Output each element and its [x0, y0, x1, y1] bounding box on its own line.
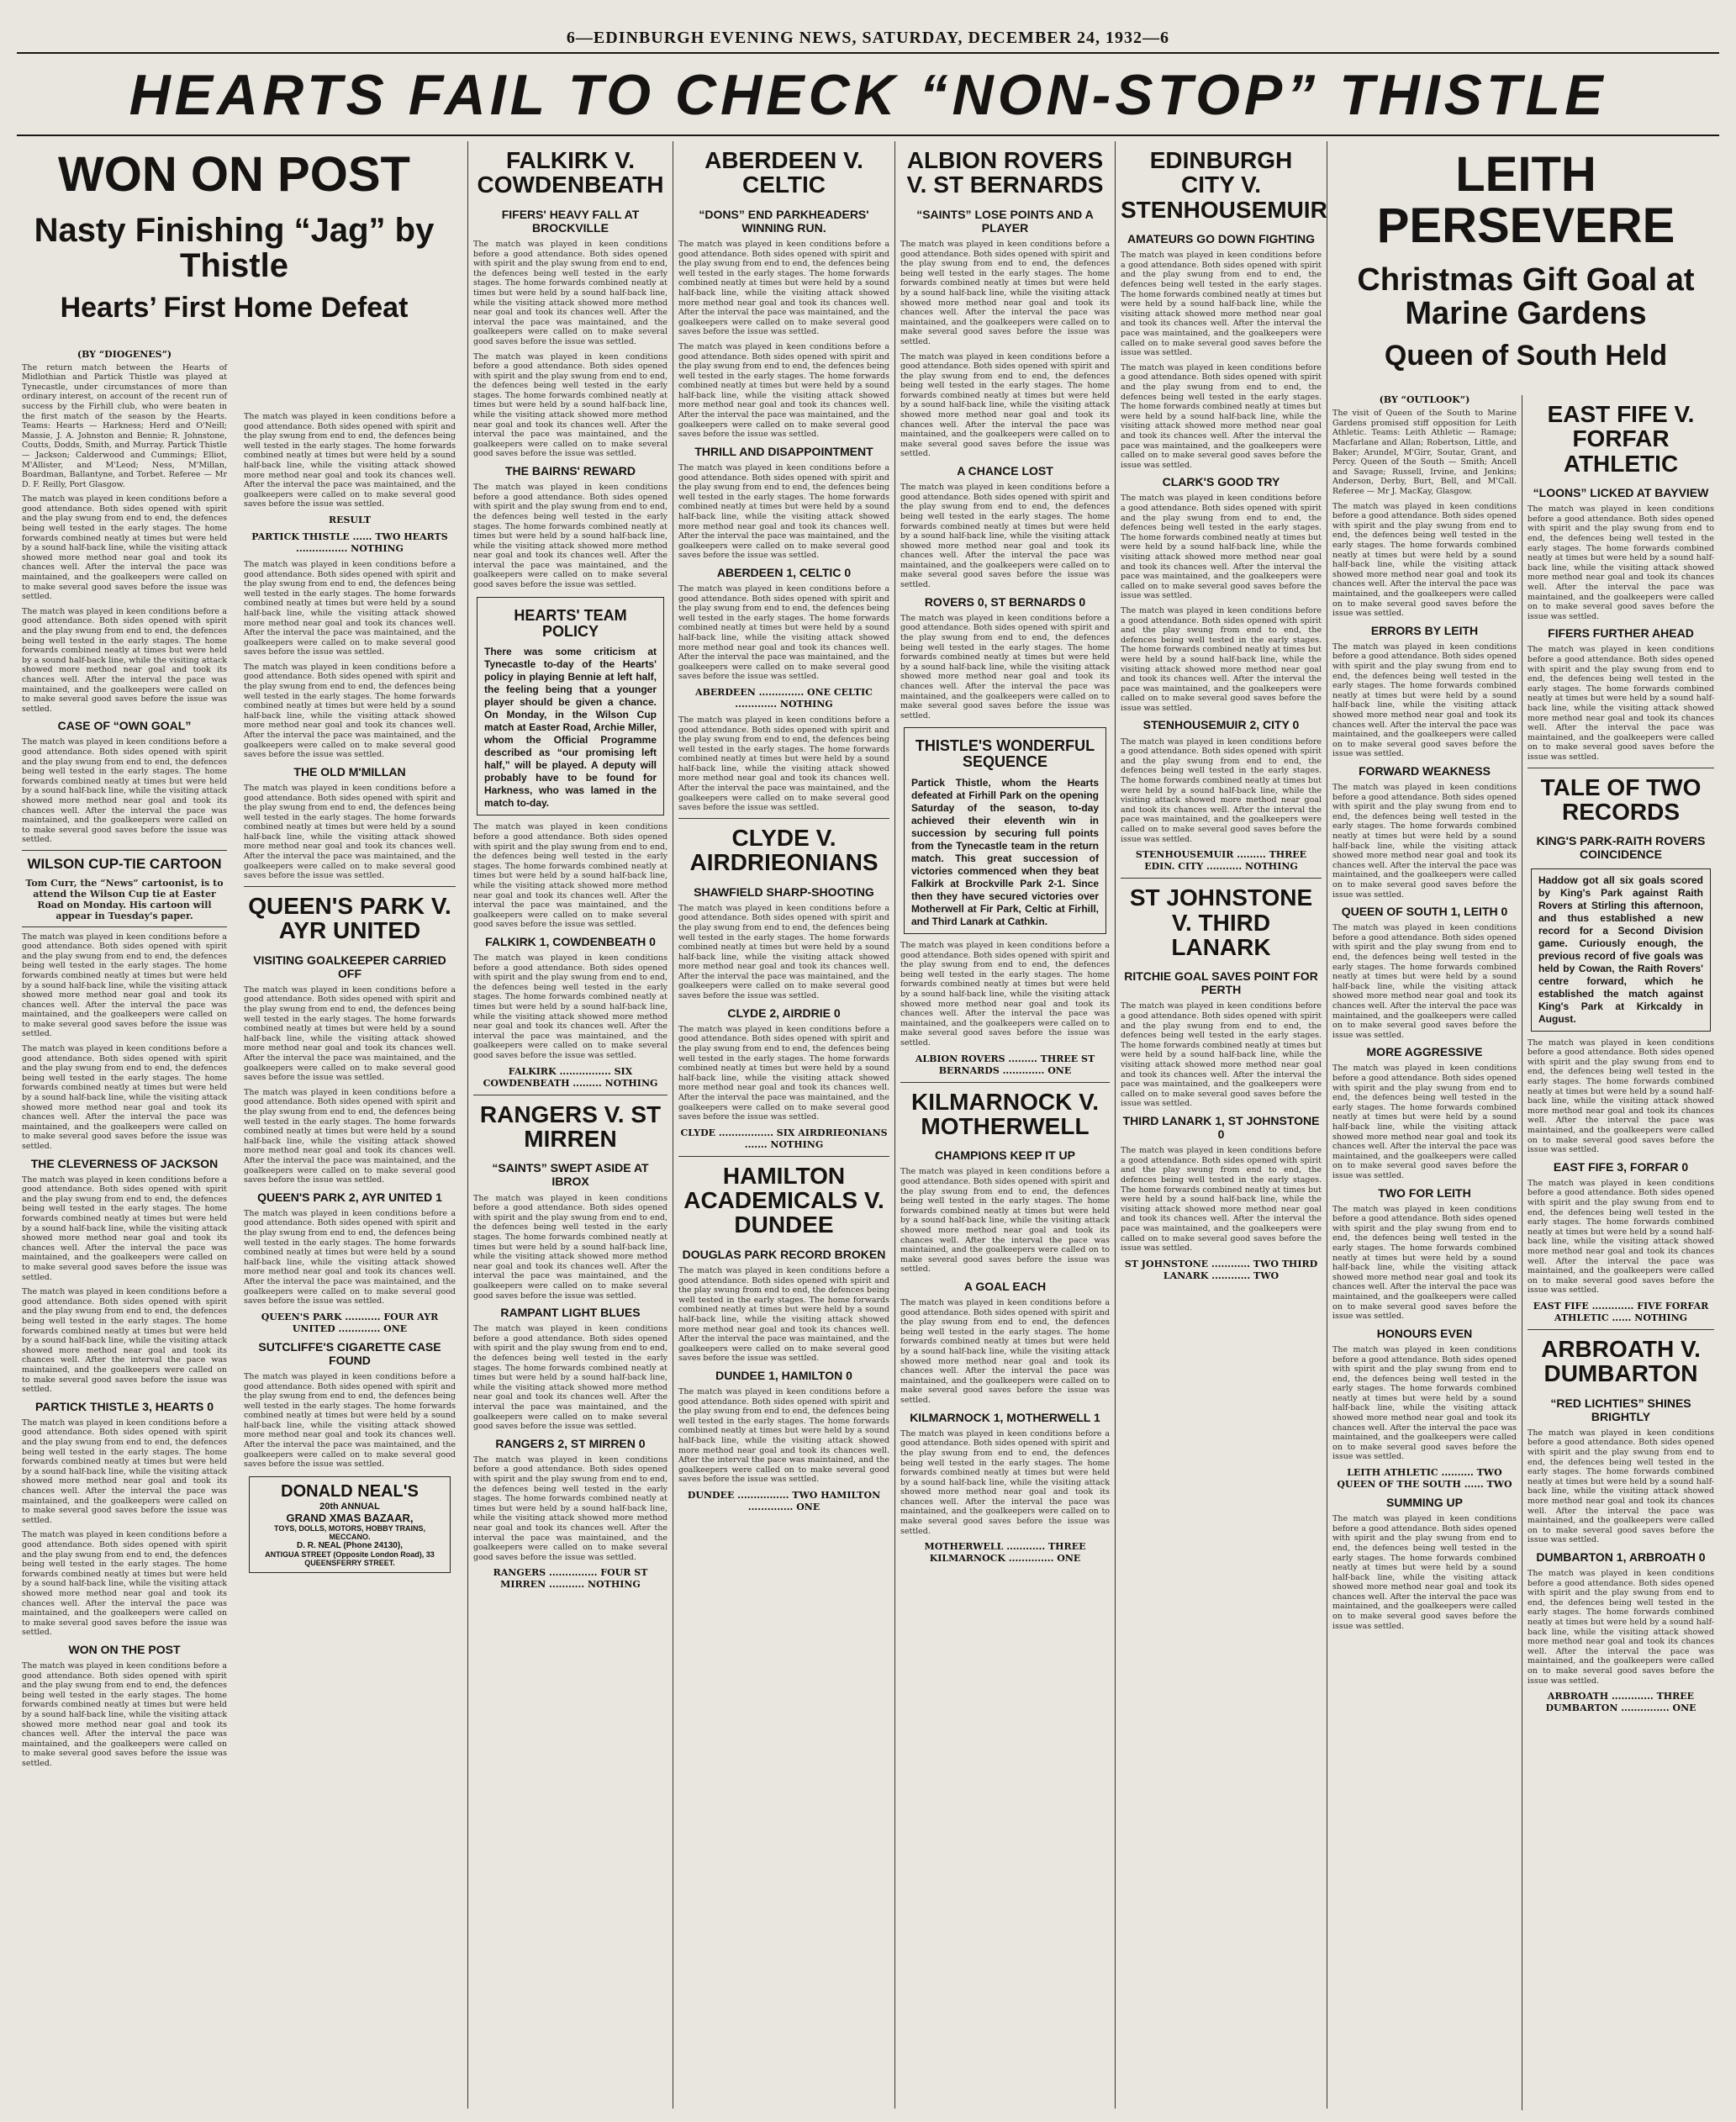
- headline-falkirk-cowdenbeath: FALKIRK V. COWDENBEATH: [477, 147, 664, 198]
- article-paragraph: The match was played in keen conditions before a good attendance. Both sides opened with spirit and the play swung from end to end, the defences being well tested in the early stages. The home forwards combined neatly at times but were held by a sound half-back line, while the visiting attack showed more method near goal and took its chances well. After the interval the pace was maintained, and the goalkeepers were called on to make several good saves before the issue was settled.: [1121, 251, 1322, 358]
- article-paragraph: The match was played in keen conditions before a good attendance. Both sides opened with spirit and the play swung from end to end, the defences being well tested in the early stages. The home forwards combined neatly at times but were held by a sound half-back line, while the visiting attack showed more method near goal and took its chances well. After the interval the pace was maintained, and the goalkeepers were called on to make several good saves before the issue was settled.: [1121, 1001, 1322, 1109]
- subhead: MORE AGGRESSIVE: [1366, 1045, 1483, 1059]
- subhead: ERRORS BY LEITH: [1370, 623, 1479, 637]
- headline-won-on-post: WON ON POST: [58, 147, 410, 202]
- result-score: EAST FIFE ............. FIVE FORFAR ATHLETIC ...... NOTHING: [1533, 1300, 1709, 1323]
- box-text: Haddow got all six goals scored by King's Park against Raith Rovers at Stirling this afternoon, and thus established a new record for a Second Division game. Curiously enough, the previous record of five goals was held by Cowan, the Raith Rovers' centre forward, which he established the match against King's Park at Kirkcaldy in August.: [1538, 874, 1703, 1025]
- ad-line: D. R. NEAL (Phone 24130),: [297, 1540, 403, 1550]
- article-paragraph: The match was played in keen conditions before a good attendance. Both sides opened with spirit and the play swung from end to end, the defences being well tested in the early stages. The home forwards combined neatly at times but were held by a sound half-back line, while the visiting attack showed more method near goal and took its chances well. After the interval the pace was maintained, and the goalkeepers were called on to make several good saves before the issue was settled.: [1528, 1428, 1714, 1545]
- subhead: QUEEN'S PARK 2, AYR UNITED 1: [257, 1190, 442, 1204]
- article-paragraph: The match was played in keen conditions before a good attendance. Both sides opened with spirit and the play swung from end to end, the defences being well tested in the early stages. The home forwards combined neatly at times but were held by a sound half-back line, while the visiting attack showed more method near goal and took its chances well. After the interval the pace was maintained, and the goalkeepers were called on to make several good saves before the issue was settled.: [473, 822, 667, 930]
- article-paragraph: The match was played in keen conditions before a good attendance. Both sides opened with spirit and the play swung from end to end, the defences being well tested in the early stages. The home forwards combined neatly at times but were held by a sound half-back line, while the visiting attack showed more method near goal and took its chances well. After the interval the pace was maintained, and the goalkeepers were called on to make several good saves before the issue was settled.: [900, 351, 1110, 459]
- article-paragraph: The match was played in keen conditions before a good attendance. Both sides opened with spirit and the play swung from end to end, the defences being well tested in the early stages. The home forwards combined neatly at times but were held by a sound half-back line, while the visiting attack showed more method near goal and took its chances well. After the interval the pace was maintained, and the goalkeepers were called on to make several good saves before the issue was settled.: [22, 494, 227, 602]
- subhead: CLARK'S GOOD TRY: [1162, 475, 1280, 489]
- subhead: PARTICK THISTLE 3, HEARTS 0: [34, 1399, 214, 1413]
- result-score: ALBION ROVERS ......... THREE ST BERNARDS ............. ONE: [915, 1053, 1095, 1076]
- article-paragraph: The match was played in keen conditions before a good attendance. Both sides opened with spirit and the play swung from end to end, the defences being well tested in the early stages. The home forwards combined neatly at times but were held by a sound half-back line, while the visiting attack showed more method near goal and took its chances well. After the interval the pace was maintained, and the goalkeepers were called on to make several good saves before the issue was settled.: [678, 462, 889, 561]
- box-title: THISTLE'S WONDERFUL SEQUENCE: [915, 737, 1095, 771]
- result-score: ABERDEEN .............. ONE CELTIC ............. NOTHING: [695, 686, 873, 710]
- article-paragraph: The match was played in keen conditions before a good attendance. Both sides opened with spirit and the play swung from end to end, the defences being well tested in the early stages. The home forwards combined neatly at times but were held by a sound half-back line, while the visiting attack showed more method near goal and took its chances well. After the interval the pace was maintained, and the goalkeepers were called on to make several good saves before the issue was settled.: [678, 715, 889, 813]
- result-score: LEITH ATHLETIC .......... TWO QUEEN OF THE SOUTH ...... TWO: [1337, 1467, 1512, 1491]
- result-score: QUEEN'S PARK ........... FOUR AYR UNITED ............. ONE: [261, 1311, 439, 1334]
- article-paragraph: The match was played in keen conditions before a good attendance. Both sides opened with spirit and the play swung from end to end, the defences being well tested in the early stages. The home forwards combined neatly at times but were held by a sound half-back line, while the visiting attack showed more method near goal and took its chances well. After the interval the pace was maintained, and the goalkeepers were called on to make several good saves before the issue was settled.: [900, 239, 1110, 346]
- article-paragraph: The match was played in keen conditions before a good attendance. Both sides opened with spirit and the play swung from end to end, the defences being well tested in the early stages. The home forwards combined neatly at times but were held by a sound half-back line, while the visiting attack showed more method near goal and took its chances well. After the interval the pace was maintained, and the goalkeepers were called on to make several good saves before the issue was settled.: [1332, 783, 1517, 900]
- article-paragraph: The match was played in keen conditions before a good attendance. Both sides opened with spirit and the play swung from end to end, the defences being well tested in the early stages. The home forwards combined neatly at times but were held by a sound half-back line, while the visiting attack showed more method near goal and took its chances well. After the interval the pace was maintained, and the goalkeepers were called on to make several good saves before the issue was settled.: [1332, 501, 1517, 619]
- advertisement-neals-bazaar: [249, 1476, 451, 1573]
- result-score: CLYDE ................. SIX AIRDRIEONIANS ....... NOTHING: [680, 1127, 888, 1150]
- subhead: EAST FIFE 3, FORFAR 0: [1553, 1159, 1689, 1174]
- article-paragraph: The match was played in keen conditions before a good attendance. Both sides opened with spirit and the play swung from end to end, the defences being well tested in the early stages. The home forwards combined neatly at times but were held by a sound half-back line, while the visiting attack showed more method near goal and took its chances well. After the interval the pace was maintained, and the goalkeepers were called on to make several good saves before the issue was settled.: [1332, 1514, 1517, 1631]
- subhead: SHAWFIELD SHARP-SHOOTING: [694, 884, 874, 899]
- headline-arbroath-dumbarton: ARBROATH V. DUMBARTON: [1541, 1335, 1701, 1387]
- column-albion-rovers: [894, 141, 1115, 2109]
- headline-hearts-first-home-defeat: Hearts’ First Home Defeat: [60, 291, 409, 324]
- subhead: KILMARNOCK 1, MOTHERWELL 1: [910, 1410, 1100, 1424]
- headline-christmas-gift: Christmas Gift Goal at Marine Gardens: [1357, 261, 1695, 331]
- box-text: There was some criticism at Tynecastle to-day of the Hearts' policy in playing Bennie at left half, the feeling being that a younger player should be given a chance. On Monday, in the Wilson Cup match at Easter Road, Archie Miller, whom the Official Programme described as “our promising left half,” will be played. A deputy will probably have to be found for Harkness, who was lamed in the match to-day.: [484, 646, 657, 810]
- subhead: WON ON THE POST: [68, 1642, 181, 1656]
- article-paragraph: The match was played in keen conditions before a good attendance. Both sides opened with spirit and the play swung from end to end, the defences being well tested in the early stages. The home forwards combined neatly at times but were held by a sound half-back line, while the visiting attack showed more method near goal and took its chances well. After the interval the pace was maintained, and the goalkeepers were called on to make several good saves before the issue was settled.: [473, 1193, 667, 1301]
- subhead: STENHOUSEMUIR 2, CITY 0: [1142, 718, 1300, 732]
- article-paragraph: The match was played in keen conditions before a good attendance. Both sides opened with spirit and the play swung from end to end, the defences being well tested in the early stages. The home forwards combined neatly at times but were held by a sound half-back line, while the visiting attack showed more method near goal and took its chances well. After the interval the pace was maintained, and the goalkeepers were called on to make several good saves before the issue was settled.: [1528, 1037, 1714, 1155]
- box-title: HEARTS' TEAM POLICY: [514, 606, 627, 640]
- article-paragraph: The match was played in keen conditions before a good attendance. Both sides opened with spirit and the play swung from end to end, the defences being well tested in the early stages. The home forwards combined neatly at times but were held by a sound half-back line, while the visiting attack showed more method near goal and took its chances well. After the interval the pace was maintained, and the goalkeepers were called on to make several good saves before the issue was settled.: [22, 932, 227, 1039]
- article-paragraph: The match was played in keen conditions before a good attendance. Both sides opened with spirit and the play swung from end to end, the defences being well tested in the early stages. The home forwards combined neatly at times but were held by a sound half-back line, while the visiting attack showed more method near goal and took its chances well. After the interval the pace was maintained, and the goalkeepers were called on to make several good saves before the issue was settled.: [473, 351, 667, 459]
- article-paragraph: The match was played in keen conditions before a good attendance. Both sides opened with spirit and the play swung from end to end, the defences being well tested in the early stages. The home forwards combined neatly at times but were held by a sound half-back line, while the visiting attack showed more method near goal and took its chances well. After the interval the pace was maintained, and the goalkeepers were called on to make several good saves before the issue was settled.: [1332, 1204, 1517, 1322]
- subhead-cartoon: WILSON CUP-TIE CARTOON: [27, 855, 222, 872]
- result-score: FALKIRK ................ SIX COWDENBEATH ......... NOTHING: [483, 1065, 658, 1089]
- article-paragraph: The match was played in keen conditions before a good attendance. Both sides opened with spirit and the play swung from end to end, the defences being well tested in the early stages. The home forwards combined neatly at times but were held by a sound half-back line, while the visiting attack showed more method near goal and took its chances well. After the interval the pace was maintained, and the goalkeepers were called on to make several good saves before the issue was settled.: [244, 559, 456, 657]
- article-paragraph: The match was played in keen conditions before a good attendance. Both sides opened with spirit and the play swung from end to end, the defences being well tested in the early stages. The home forwards combined neatly at times but were held by a sound half-back line, while the visiting attack showed more method near goal and took its chances well. After the interval the pace was maintained, and the goalkeepers were called on to make several good saves before the issue was settled.: [1528, 1569, 1714, 1686]
- article-paragraph: The match was played in keen conditions before a good attendance. Both sides opened with spirit and the play swung from end to end, the defences being well tested in the early stages. The home forwards combined neatly at times but were held by a sound half-back line, while the visiting attack showed more method near goal and took its chances well. After the interval the pace was maintained, and the goalkeepers were called on to make several good saves before the issue was settled.: [22, 1044, 227, 1151]
- subhead: CASE OF “OWN GOAL”: [57, 719, 192, 733]
- box-thistle-sequence: [904, 727, 1106, 934]
- subhead: TWO FOR LEITH: [1378, 1185, 1471, 1200]
- article-paragraph: The match was played in keen conditions before a good attendance. Both sides opened with spirit and the play swung from end to end, the defences being well tested in the early stages. The home forwards combined neatly at times but were held by a sound half-back line, while the visiting attack showed more method near goal and took its chances well. After the interval the pace was maintained, and the goalkeepers were called on to make several good saves before the issue was settled.: [1528, 645, 1714, 763]
- subhead: “DONS” END PARKHEADERS' WINNING RUN.: [699, 207, 869, 235]
- article-paragraph: The match was played in keen conditions before a good attendance. Both sides opened with spirit and the play swung from end to end, the defences being well tested in the early stages. The home forwards combined neatly at times but were held by a sound half-back line, while the visiting attack showed more method near goal and took its chances well. After the interval the pace was maintained, and the goalkeepers were called on to make several good saves before the issue was settled.: [473, 1454, 667, 1562]
- article-paragraph: The match was played in keen conditions before a good attendance. Both sides opened with spirit and the play swung from end to end, the defences being well tested in the early stages. The home forwards combined neatly at times but were held by a sound half-back line, while the visiting attack showed more method near goal and took its chances well. After the interval the pace was maintained, and the goalkeepers were called on to make several good saves before the issue was settled.: [22, 1530, 227, 1638]
- article-paragraph: The match was played in keen conditions before a good attendance. Both sides opened with spirit and the play swung from end to end, the defences being well tested in the early stages. The home forwards combined neatly at times but were held by a sound half-back line, while the visiting attack showed more method near goal and took its chances well. After the interval the pace was maintained, and the goalkeepers were called on to make several good saves before the issue was settled.: [1332, 1064, 1517, 1180]
- column-aberdeen: [673, 141, 894, 2109]
- subhead: DOUGLAS PARK RECORD BROKEN: [682, 1247, 886, 1261]
- subhead: FORWARD WEAKNESS: [1359, 763, 1491, 778]
- subhead: SUMMING UP: [1386, 1496, 1463, 1510]
- subhead: DUMBARTON 1, ARBROATH 0: [1536, 1550, 1706, 1565]
- article-paragraph: The visit of Queen of the South to Marine Gardens promised stiff opposition for Leith Athletic. Teams: Leith Athletic — Ramage; Macfarlane and Allan; Robertson, Little, and Baker; Arundel, M'Girr, Soutar, Grant, and Percy. Queen of the South — Smith; Ancell and Savage; Russell, Irvine, and Jenkins; Anderson, Derby, Burt, Bell, and M'Call. Referee — Mr J. MacKay, Glasgow.: [1332, 409, 1517, 496]
- subhead: THRILL AND DISAPPOINTMENT: [694, 444, 873, 458]
- subhead: CHAMPIONS KEEP IT UP: [935, 1148, 1075, 1163]
- subhead: A CHANCE LOST: [957, 464, 1053, 478]
- article-paragraph: The match was played in keen conditions before a good attendance. Both sides opened with spirit and the play swung from end to end, the defences being well tested in the early stages. The home forwards combined neatly at times but were held by a sound half-back line, while the visiting attack showed more method near goal and took its chances well. After the interval the pace was maintained, and the goalkeepers were called on to make several good saves before the issue was settled.: [22, 1417, 227, 1525]
- article-paragraph: The match was played in keen conditions before a good attendance. Both sides opened with spirit and the play swung from end to end, the defences being well tested in the early stages. The home forwards combined neatly at times but were held by a sound half-back line, while the visiting attack showed more method near goal and took its chances well. After the interval the pace was maintained, and the goalkeepers were called on to make several good saves before the issue was settled.: [678, 341, 889, 440]
- ad-line: ANTIGUA STREET (Opposite London Road), 33 QUEENSFERRY STREET.: [265, 1549, 435, 1567]
- article-paragraph: The match was played in keen conditions before a good attendance. Both sides opened with spirit and the play swung from end to end, the defences being well tested in the early stages. The home forwards combined neatly at times but were held by a sound half-back line, while the visiting attack showed more method near goal and took its chances well. After the interval the pace was maintained, and the goalkeepers were called on to make several good saves before the issue was settled.: [1121, 736, 1322, 844]
- subhead: THE BAIRNS' REWARD: [505, 464, 636, 478]
- subhead: CLYDE 2, AIRDRIE 0: [727, 1006, 841, 1020]
- box-text: Partick Thistle, whom the Hearts defeated at Firhill Park on the opening Saturday of the season, to-day achieved their eleventh win in succession by securing full points from the Tynecastle team in the return match. This great succession of victories commenced when they beat Falkirk at Brockville Park 2-1. Since then they have secured victories over Motherwell at Fir Park, Celtic at Firhill, and Third Lanark at Cathkin.: [911, 777, 1099, 928]
- banner-rule: [17, 135, 1719, 136]
- headline-rangers-st-mirren: RANGERS V. ST MIRREN: [479, 1101, 662, 1152]
- article-paragraph: The match was played in keen conditions before a good attendance. Both sides opened with spirit and the play swung from end to end, the defences being well tested in the early stages. The home forwards combined neatly at times but were held by a sound half-back line, while the visiting attack showed more method near goal and took its chances well. After the interval the pace was maintained, and the goalkeepers were called on to make several good saves before the issue was settled.: [22, 1287, 227, 1395]
- article-paragraph: The match was played in keen conditions before a good attendance. Both sides opened with spirit and the play swung from end to end, the defences being well tested in the early stages. The home forwards combined neatly at times but were held by a sound half-back line, while the visiting attack showed more method near goal and took its chances well. After the interval the pace was maintained, and the goalkeepers were called on to make several good saves before the issue was settled.: [473, 1324, 667, 1432]
- subhead: SUTCLIFFE'S CIGARETTE CASE FOUND: [258, 1339, 441, 1367]
- article-paragraph: The match was played in keen conditions before a good attendance. Both sides opened with spirit and the play swung from end to end, the defences being well tested in the early stages. The home forwards combined neatly at times but were held by a sound half-back line, while the visiting attack showed more method near goal and took its chances well. After the interval the pace was maintained, and the goalkeepers were called on to make several good saves before the issue was settled.: [244, 984, 456, 1083]
- result-score: PARTICK THISTLE ...... TWO HEARTS ................ NOTHING: [251, 530, 448, 554]
- ad-line: TOYS, DOLLS, MOTORS, HOBBY TRAINS, MECCANO.: [273, 1523, 426, 1541]
- ad-line: 20th ANNUAL: [319, 1501, 380, 1512]
- article-paragraph: The match was played in keen conditions before a good attendance. Both sides opened with spirit and the play swung from end to end, the defences being well tested in the early stages. The home forwards combined neatly at times but were held by a sound half-back line, while the visiting attack showed more method near goal and took its chances well. After the interval the pace was maintained, and the goalkeepers were called on to make several good saves before the issue was settled.: [244, 412, 456, 509]
- article-paragraph: The match was played in keen conditions before a good attendance. Both sides opened with spirit and the play swung from end to end, the defences being well tested in the early stages. The home forwards combined neatly at times but were held by a sound half-back line, while the visiting attack showed more method near goal and took its chances well. After the interval the pace was maintained, and the goalkeepers were called on to make several good saves before the issue was settled.: [473, 239, 667, 346]
- subhead: THIRD LANARK 1, ST JOHNSTONE 0: [1122, 1114, 1320, 1142]
- headline-hamilton-dundee: HAMILTON ACADEMICALS V. DUNDEE: [683, 1162, 884, 1238]
- article-paragraph: The match was played in keen conditions before a good attendance. Both sides opened with spirit and the play swung from end to end, the defences being well tested in the early stages. The home forwards combined neatly at times but were held by a sound half-back line, while the visiting attack showed more method near goal and took its chances well. After the interval the pace was maintained, and the goalkeepers were called on to make several good saves before the issue was settled.: [900, 941, 1110, 1048]
- result-score: RANGERS ............... FOUR ST MIRREN ........... NOTHING: [493, 1567, 648, 1591]
- article-paragraph: The match was played in keen conditions before a good attendance. Both sides opened with spirit and the play swung from end to end, the defences being well tested in the early stages. The home forwards combined neatly at times but were held by a sound half-back line, while the visiting attack showed more method near goal and took its chances well. After the interval the pace was maintained, and the goalkeepers were called on to make several good saves before the issue was settled.: [678, 1024, 889, 1122]
- article-paragraph: The match was played in keen conditions before a good attendance. Both sides opened with spirit and the play swung from end to end, the defences being well tested in the early stages. The home forwards combined neatly at times but were held by a sound half-back line, while the visiting attack showed more method near goal and took its chances well. After the interval the pace was maintained, and the goalkeepers were called on to make several good saves before the issue was settled.: [1332, 923, 1517, 1040]
- article-paragraph: The match was played in keen conditions before a good attendance. Both sides opened with spirit and the play swung from end to end, the defences being well tested in the early stages. The home forwards combined neatly at times but were held by a sound half-back line, while the visiting attack showed more method near goal and took its chances well. After the interval the pace was maintained, and the goalkeepers were called on to make several good saves before the issue was settled.: [473, 953, 667, 1060]
- article-paragraph: The match was played in keen conditions before a good attendance. Both sides opened with spirit and the play swung from end to end, the defences being well tested in the early stages. The home forwards combined neatly at times but were held by a sound half-back line, while the visiting attack showed more method near goal and took its chances well. After the interval the pace was maintained, and the goalkeepers were called on to make several good saves before the issue was settled.: [678, 1265, 889, 1364]
- article-paragraph: The match was played in keen conditions before a good attendance. Both sides opened with spirit and the play swung from end to end, the defences being well tested in the early stages. The home forwards combined neatly at times but were held by a sound half-back line, while the visiting attack showed more method near goal and took its chances well. After the interval the pace was maintained, and the goalkeepers were called on to make several good saves before the issue was settled.: [1121, 1146, 1322, 1254]
- subhead: ROVERS 0, ST BERNARDS 0: [924, 594, 1086, 609]
- subhead: HONOURS EVEN: [1376, 1326, 1473, 1340]
- column-falkirk: [467, 141, 673, 2109]
- column-east-fife: [1522, 395, 1719, 2110]
- headline-east-fife-forfar: EAST FIFE V. FORFAR ATHLETIC: [1547, 401, 1695, 477]
- headline-albion-rovers: ALBION ROVERS V. ST BERNARDS: [906, 147, 1104, 198]
- article-paragraph: The match was played in keen conditions before a good attendance. Both sides opened with spirit and the play swung from end to end, the defences being well tested in the early stages. The home forwards combined neatly at times but were held by a sound half-back line, while the visiting attack showed more method near goal and took its chances well. After the interval the pace was maintained, and the goalkeepers were called on to make several good saves before the issue was settled.: [22, 606, 227, 714]
- article-paragraph: The match was played in keen conditions before a good attendance. Both sides opened with spirit and the play swung from end to end, the defences being well tested in the early stages. The home forwards combined neatly at times but were held by a sound half-back line, while the visiting attack showed more method near goal and took its chances well. After the interval the pace was maintained, and the goalkeepers were called on to make several good saves before the issue was settled.: [678, 239, 889, 337]
- article-paragraph: The match was played in keen conditions before a good attendance. Both sides opened with spirit and the play swung from end to end, the defences being well tested in the early stages. The home forwards combined neatly at times but were held by a sound half-back line, while the visiting attack showed more method near goal and took its chances well. After the interval the pace was maintained, and the goalkeepers were called on to make several good saves before the issue was settled.: [1528, 1178, 1714, 1296]
- box-records: [1531, 868, 1711, 1032]
- subhead: AMATEURS GO DOWN FIGHTING: [1127, 232, 1315, 246]
- subhead: DUNDEE 1, HAMILTON 0: [715, 1368, 852, 1382]
- article-paragraph: The match was played in keen conditions before a good attendance. Both sides opened with spirit and the play swung from end to end, the defences being well tested in the early stages. The home forwards combined neatly at times but were held by a sound half-back line, while the visiting attack showed more method near goal and took its chances well. After the interval the pace was maintained, and the goalkeepers were called on to make several good saves before the issue was settled.: [1121, 362, 1322, 470]
- article-paragraph: The match was played in keen conditions before a good attendance. Both sides opened with spirit and the play swung from end to end, the defences being well tested in the early stages. The home forwards combined neatly at times but were held by a sound half-back line, while the visiting attack showed more method near goal and took its chances well. After the interval the pace was maintained, and the goalkeepers were called on to make several good saves before the issue was settled.: [678, 903, 889, 1001]
- subhead: A GOAL EACH: [963, 1280, 1047, 1293]
- article-paragraph: The match was played in keen conditions before a good attendance. Both sides opened with spirit and the play swung from end to end, the defences being well tested in the early stages. The home forwards combined neatly at times but were held by a sound half-back line, while the visiting attack showed more method near goal and took its chances well. After the interval the pace was maintained, and the goalkeepers were called on to make several good saves before the issue was settled.: [900, 1167, 1110, 1275]
- subhead: FIFERS' HEAVY FALL AT BROCKVILLE: [501, 207, 640, 235]
- article-paragraph: The match was played in keen conditions before a good attendance. Both sides opened with spirit and the play swung from end to end, the defences being well tested in the early stages. The home forwards combined neatly at times but were held by a sound half-back line, while the visiting attack showed more method near goal and took its chances well. After the interval the pace was maintained, and the goalkeepers were called on to make several good saves before the issue was settled.: [900, 613, 1110, 721]
- subhead: RANGERS 2, ST MIRREN 0: [495, 1436, 646, 1450]
- subhead: “SAINTS” SWEPT ASIDE AT IBROX: [492, 1161, 649, 1189]
- article-paragraph: The match was played in keen conditions before a good attendance. Both sides opened with spirit and the play swung from end to end, the defences being well tested in the early stages. The home forwards combined neatly at times but were held by a sound half-back line, while the visiting attack showed more method near goal and took its chances well. After the interval the pace was maintained, and the goalkeepers were called on to make several good saves before the issue was settled.: [244, 1087, 456, 1185]
- ad-title: DONALD NEAL'S: [281, 1481, 419, 1501]
- article-paragraph: The match was played in keen conditions before a good attendance. Both sides opened with spirit and the play swung from end to end, the defences being well tested in the early stages. The home forwards combined neatly at times but were held by a sound half-back line, while the visiting attack showed more method near goal and took its chances well. After the interval the pace was maintained, and the goalkeepers were called on to make several good saves before the issue was settled.: [22, 1661, 227, 1768]
- subhead: VISITING GOALKEEPER CARRIED OFF: [253, 953, 446, 980]
- column-hearts-cont: [239, 412, 461, 2110]
- subhead: KING'S PARK-RAITH ROVERS COINCIDENCE: [1536, 834, 1706, 862]
- article-paragraph: The match was played in keen conditions before a good attendance. Both sides opened with spirit and the play swung from end to end, the defences being well tested in the early stages. The home forwards combined neatly at times but were held by a sound half-back line, while the visiting attack showed more method near goal and took its chances well. After the interval the pace was maintained, and the goalkeepers were called on to make several good saves before the issue was settled.: [1332, 1344, 1517, 1462]
- article-paragraph: The match was played in keen conditions before a good attendance. Both sides opened with spirit and the play swung from end to end, the defences being well tested in the early stages. The home forwards combined neatly at times but were held by a sound half-back line, while the visiting attack showed more method near goal and took its chances well. After the interval the pace was maintained, and the goalkeepers were called on to make several good saves before the issue was settled.: [1121, 494, 1322, 601]
- ad-line: GRAND XMAS BAZAAR,: [286, 1511, 414, 1524]
- masthead-line: 6—EDINBURGH EVENING NEWS, SATURDAY, DECEMBER 24, 1932—6: [566, 29, 1170, 47]
- box-hearts-team-policy: [477, 597, 664, 816]
- article-paragraph: The match was played in keen conditions before a good attendance. Both sides opened with spirit and the play swung from end to end, the defences being well tested in the early stages. The home forwards combined neatly at times but were held by a sound half-back line, while the visiting attack showed more method near goal and took its chances well. After the interval the pace was maintained, and the goalkeepers were called on to make several good saves before the issue was settled.: [900, 1428, 1110, 1536]
- headline-queen-of-south: Queen of South Held: [1384, 339, 1668, 372]
- subhead: FALKIRK 1, COWDENBEATH 0: [485, 934, 656, 948]
- article-paragraph: The match was played in keen conditions before a good attendance. Both sides opened with spirit and the play swung from end to end, the defences being well tested in the early stages. The home forwards combined neatly at times but were held by a sound half-back line, while the visiting attack showed more method near goal and took its chances well. After the interval the pace was maintained, and the goalkeepers were called on to make several good saves before the issue was settled.: [1332, 641, 1517, 759]
- subhead: RITCHIE GOAL SAVES POINT FOR PERTH: [1124, 969, 1318, 997]
- result-score: ST JOHNSTONE ............ TWO THIRD LANARK ............ TWO: [1124, 1258, 1318, 1281]
- article-paragraph: The match was played in keen conditions before a good attendance. Both sides opened with spirit and the play swung from end to end, the defences being well tested in the early stages. The home forwards combined neatly at times but were held by a sound half-back line, while the visiting attack showed more method near goal and took its chances well. After the interval the pace was maintained, and the goalkeepers were called on to make several good saves before the issue was settled.: [22, 1174, 227, 1282]
- subhead: ABERDEEN 1, CELTIC 0: [716, 565, 852, 579]
- result-score: ARBROATH ............. THREE DUMBARTON ............... ONE: [1545, 1691, 1696, 1714]
- result-heading: RESULT: [328, 514, 372, 525]
- article-paragraph: The match was played in keen conditions before a good attendance. Both sides opened with spirit and the play swung from end to end, the defences being well tested in the early stages. The home forwards combined neatly at times but were held by a sound half-back line, while the visiting attack showed more method near goal and took its chances well. After the interval the pace was maintained, and the goalkeepers were called on to make several good saves before the issue was settled.: [1528, 504, 1714, 621]
- cartoon-note: Tom Curr, the “News” cartoonist, is to attend the Wilson Cup tie at Easter Road on Monday. His cartoon will appear in Tuesday's paper.: [25, 877, 224, 921]
- headline-tale-of-two-records: TALE OF TWO RECORDS: [1540, 773, 1702, 825]
- article-paragraph: The match was played in keen conditions before a good attendance. Both sides opened with spirit and the play swung from end to end, the defences being well tested in the early stages. The home forwards combined neatly at times but were held by a sound half-back line, while the visiting attack showed more method near goal and took its chances well. After the interval the pace was maintained, and the goalkeepers were called on to make several good saves before the issue was settled.: [678, 583, 889, 682]
- article-paragraph: The match was played in keen conditions before a good attendance. Both sides opened with spirit and the play swung from end to end, the defences being well tested in the early stages. The home forwards combined neatly at times but were held by a sound half-back line, while the visiting attack showed more method near goal and took its chances well. After the interval the pace was maintained, and the goalkeepers were called on to make several good saves before the issue was settled.: [22, 737, 227, 845]
- subhead: RAMPANT LIGHT BLUES: [500, 1306, 641, 1320]
- article-paragraph: The match was played in keen conditions before a good attendance. Both sides opened with spirit and the play swung from end to end, the defences being well tested in the early stages. The home forwards combined neatly at times but were held by a sound half-back line, while the visiting attack showed more method near goal and took its chances well. After the interval the pace was maintained, and the goalkeepers were called on to make several good saves before the issue was settled.: [244, 783, 456, 881]
- headline-leith-persevere: LEITH PERSEVERE: [1376, 147, 1675, 253]
- byline: (BY “OUTLOOK”): [1379, 394, 1470, 406]
- headline-clyde-airdrieonians: CLYDE V. AIRDRIEONIANS: [689, 824, 879, 876]
- subhead: “LOONS” LICKED AT BAYVIEW: [1533, 486, 1709, 500]
- subhead: THE OLD M'MILLAN: [293, 764, 406, 779]
- article-paragraph: The match was played in keen conditions before a good attendance. Both sides opened with spirit and the play swung from end to end, the defences being well tested in the early stages. The home forwards combined neatly at times but were held by a sound half-back line, while the visiting attack showed more method near goal and took its chances well. After the interval the pace was maintained, and the goalkeepers were called on to make several good saves before the issue was settled.: [244, 662, 456, 760]
- subhead: “SAINTS” LOSE POINTS AND A PLAYER: [916, 207, 1094, 235]
- article-paragraph: The match was played in keen conditions before a good attendance. Both sides opened with spirit and the play swung from end to end, the defences being well tested in the early stages. The home forwards combined neatly at times but were held by a sound half-back line, while the visiting attack showed more method near goal and took its chances well. After the interval the pace was maintained, and the goalkeepers were called on to make several good saves before the issue was settled.: [1121, 605, 1322, 713]
- main-headline: HEARTS FAIL TO CHECK “NON-STOP” THISTLE: [129, 63, 1607, 127]
- result-score: DUNDEE ................ TWO HAMILTON .............. ONE: [687, 1489, 881, 1512]
- subhead: “RED LICHTIES” SHINES BRIGHTLY: [1550, 1396, 1691, 1423]
- headline-st-johnstone: ST JOHNSTONE V. THIRD LANARK: [1129, 884, 1313, 960]
- article-paragraph: The match was played in keen conditions before a good attendance. Both sides opened with spirit and the play swung from end to end, the defences being well tested in the early stages. The home forwards combined neatly at times but were held by a sound half-back line, while the visiting attack showed more method near goal and took its chances well. After the interval the pace was maintained, and the goalkeepers were called on to make several good saves before the issue was settled.: [244, 1371, 456, 1470]
- headline-nasty-finishing: Nasty Finishing “Jag” by Thistle: [34, 211, 435, 284]
- article-paragraph: The match was played in keen conditions before a good attendance. Both sides opened with spirit and the play swung from end to end, the defences being well tested in the early stages. The home forwards combined neatly at times but were held by a sound half-back line, while the visiting attack showed more method near goal and took its chances well. After the interval the pace was maintained, and the goalkeepers were called on to make several good saves before the issue was settled.: [473, 483, 667, 590]
- article-paragraph: The return match between the Hearts of Midlothian and Partick Thistle was played at Tynecastle, under circumstances of more than ordinary interest, on account of the recent run of success by the Firhill club, who were beaten in the first match of the season by the Hearts. Teams: Hearts — Harkness; Herd and O'Neill; Massie, J. A. Johnston and Bennie; R. Johnstone, Coutts, Dodds, Smith, and Murray. Partick Thistle — Jackson; Calderwood and Cummings; Elliot, M'Allister, and M'Leod; Ness, M'Millan, Boardman, Ballantyne, and Torbet. Referee — Mr D. F. Reilly, Port Glasgow.: [22, 362, 227, 489]
- article-paragraph: The match was played in keen conditions before a good attendance. Both sides opened with spirit and the play swung from end to end, the defences being well tested in the early stages. The home forwards combined neatly at times but were held by a sound half-back line, while the visiting attack showed more method near goal and took its chances well. After the interval the pace was maintained, and the goalkeepers were called on to make several good saves before the issue was settled.: [244, 1208, 456, 1306]
- headline-aberdeen-celtic: ABERDEEN V. CELTIC: [704, 147, 863, 198]
- headline-kilmarnock-motherwell: KILMARNOCK V. MOTHERWELL: [911, 1088, 1099, 1139]
- headline-edinburgh-city: EDINBURGH CITY V. STENHOUSEMUIR: [1121, 147, 1327, 223]
- subhead: THE CLEVERNESS OF JACKSON: [30, 1156, 219, 1170]
- article-paragraph: The match was played in keen conditions before a good attendance. Both sides opened with spirit and the play swung from end to end, the defences being well tested in the early stages. The home forwards combined neatly at times but were held by a sound half-back line, while the visiting attack showed more method near goal and took its chances well. After the interval the pace was maintained, and the goalkeepers were called on to make several good saves before the issue was settled.: [900, 1298, 1110, 1406]
- subhead: FIFERS FURTHER AHEAD: [1548, 626, 1694, 641]
- headline-queens-park-ayr: QUEEN'S PARK V. AYR UNITED: [248, 892, 451, 944]
- byline: (BY “DIOGENES”): [77, 348, 172, 360]
- subhead: QUEEN OF SOUTH 1, LEITH 0: [1341, 905, 1508, 919]
- article-paragraph: The match was played in keen conditions before a good attendance. Both sides opened with spirit and the play swung from end to end, the defences being well tested in the early stages. The home forwards combined neatly at times but were held by a sound half-back line, while the visiting attack showed more method near goal and took its chances well. After the interval the pace was maintained, and the goalkeepers were called on to make several good saves before the issue was settled.: [900, 483, 1110, 590]
- result-score: STENHOUSEMUIR ......... THREE EDIN. CITY ........... NOTHING: [1135, 849, 1307, 873]
- column-edinburgh-city: [1115, 141, 1327, 2109]
- article-paragraph: The match was played in keen conditions before a good attendance. Both sides opened with spirit and the play swung from end to end, the defences being well tested in the early stages. The home forwards combined neatly at times but were held by a sound half-back line, while the visiting attack showed more method near goal and took its chances well. After the interval the pace was maintained, and the goalkeepers were called on to make several good saves before the issue was settled.: [678, 1386, 889, 1485]
- result-score: MOTHERWELL ............ THREE KILMARNOCK .............. ONE: [924, 1541, 1086, 1565]
- masthead-rule: [17, 52, 1719, 54]
